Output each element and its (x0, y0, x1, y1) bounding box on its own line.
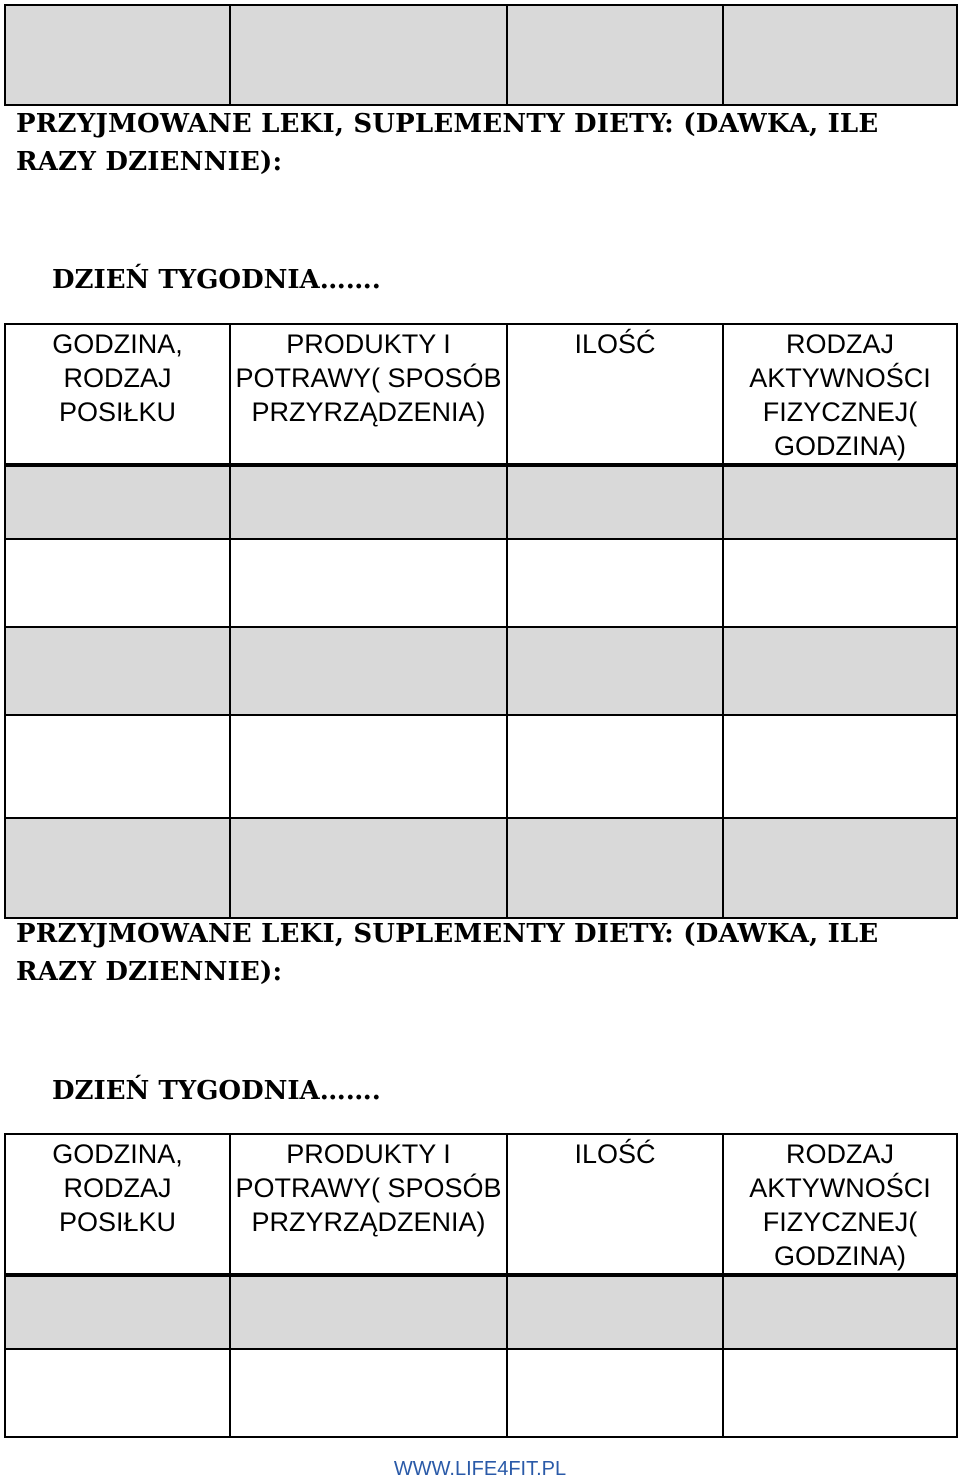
meal-table (4, 323, 958, 919)
table-row (5, 539, 957, 627)
table-cell[interactable] (5, 715, 230, 818)
header-activity: RODZAJ AKTYWNOŚCI FIZYCZNEJ( GODZINA) (723, 1134, 957, 1275)
table-cell[interactable] (723, 818, 957, 918)
table-row (5, 627, 957, 715)
table-row (5, 5, 957, 105)
table-cell[interactable] (230, 539, 507, 627)
table-cell[interactable] (5, 1275, 230, 1349)
footer-website-link[interactable]: WWW.LIFE4FIT.PL (393, 1458, 567, 1480)
table-cell[interactable] (723, 715, 957, 818)
table-row (5, 1349, 957, 1437)
day-of-week-label: DZIEŃ TYGODNIA……. (52, 265, 381, 295)
table-row (5, 465, 957, 539)
table-cell[interactable] (5, 5, 230, 105)
table-cell[interactable] (507, 5, 723, 105)
top-table-fragment (4, 4, 958, 106)
table-cell[interactable] (723, 539, 957, 627)
table-cell[interactable] (230, 5, 507, 105)
table-cell[interactable] (230, 627, 507, 715)
meds-section-title: PRZYJMOWANE LEKI, SUPLEMENTY DIETY: (DAWKA, ILE RAZY DZIENNIE): (16, 109, 879, 177)
table-cell[interactable] (723, 1275, 957, 1349)
header-meal-time: GODZINA, RODZAJ POSIŁKU (5, 1134, 230, 1275)
table-cell[interactable] (5, 465, 230, 539)
table-header-row (5, 1134, 957, 1275)
header-quantity: ILOŚĆ (507, 324, 723, 465)
table-cell[interactable] (230, 1349, 507, 1437)
table-cell[interactable] (507, 627, 723, 715)
header-activity: RODZAJ AKTYWNOŚCI FIZYCZNEJ( GODZINA) (723, 324, 957, 465)
table-header-row (5, 324, 957, 465)
table-cell[interactable] (230, 818, 507, 918)
table-cell[interactable] (507, 1349, 723, 1437)
table-cell[interactable] (507, 818, 723, 918)
table-row (5, 715, 957, 818)
table-cell[interactable] (5, 818, 230, 918)
header-products: PRODUKTY I POTRAWY( SPOSÓB PRZYRZĄDZENIA) (230, 1134, 507, 1275)
table-cell[interactable] (5, 539, 230, 627)
header-meal-time: GODZINA, RODZAJ POSIŁKU (5, 324, 230, 465)
header-quantity: ILOŚĆ (507, 1134, 723, 1275)
table-cell[interactable] (723, 465, 957, 539)
table-row (5, 818, 957, 918)
meds-section-title: PRZYJMOWANE LEKI, SUPLEMENTY DIETY: (DAWKA, ILE RAZY DZIENNIE): (16, 919, 879, 987)
day-of-week-label: DZIEŃ TYGODNIA……. (52, 1076, 381, 1106)
table-cell[interactable] (723, 627, 957, 715)
table-cell[interactable] (507, 715, 723, 818)
table-cell[interactable] (723, 5, 957, 105)
table-cell[interactable] (230, 465, 507, 539)
header-products: PRODUKTY I POTRAWY( SPOSÓB PRZYRZĄDZENIA) (230, 324, 507, 465)
table-cell[interactable] (5, 627, 230, 715)
table-cell[interactable] (230, 1275, 507, 1349)
table-cell[interactable] (230, 715, 507, 818)
table-cell[interactable] (507, 539, 723, 627)
table-cell[interactable] (723, 1349, 957, 1437)
table-cell[interactable] (507, 1275, 723, 1349)
meal-table (4, 1133, 958, 1438)
table-row (5, 1275, 957, 1349)
table-cell[interactable] (507, 465, 723, 539)
table-cell[interactable] (5, 1349, 230, 1437)
